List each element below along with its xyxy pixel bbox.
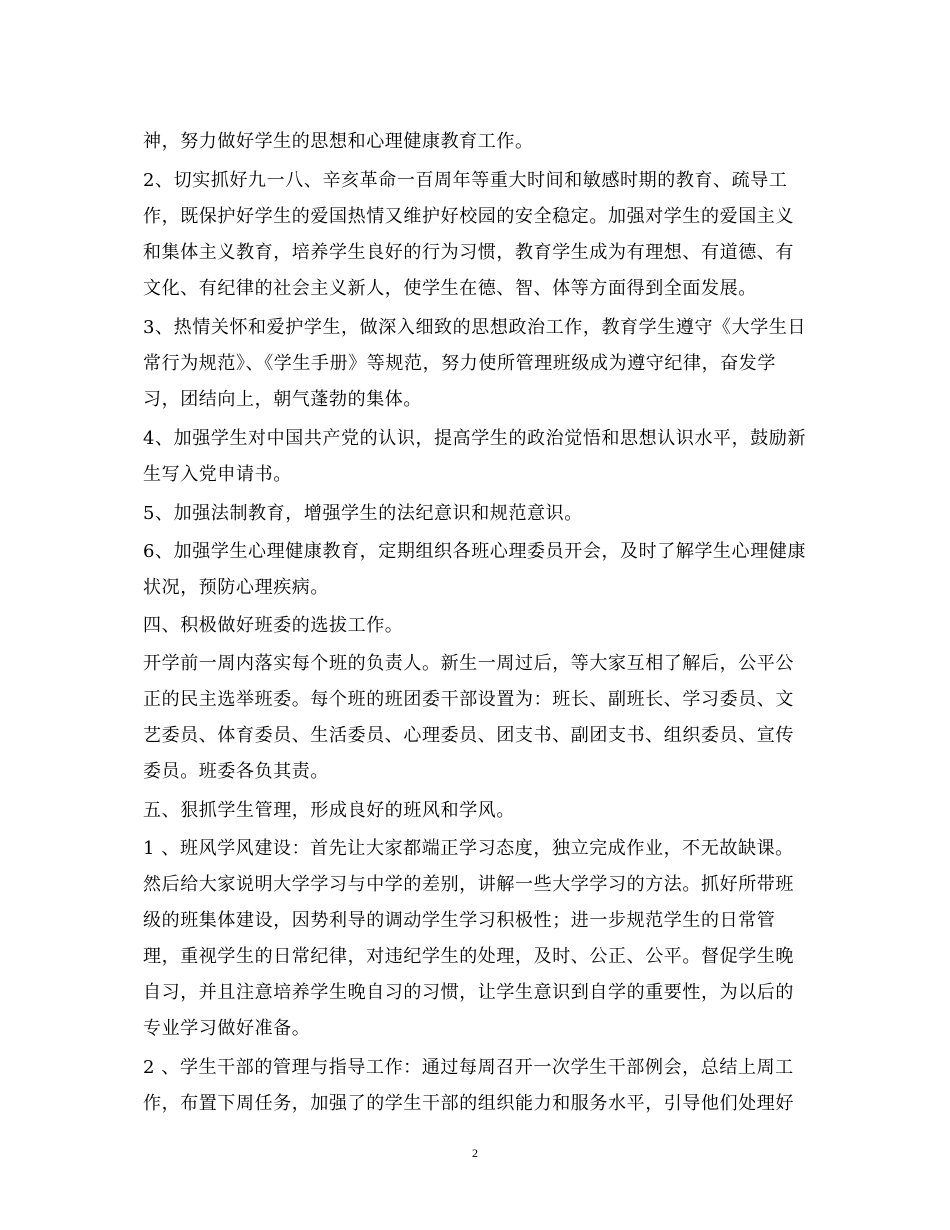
text-line: 理，重视学生的日常纪律，对违纪学生的处理，及时、公正、公平。督促学生晚 bbox=[143, 946, 794, 967]
text-line: 委员。班委各负其责。 bbox=[143, 761, 329, 782]
text-line: 4、加强学生对中国共产党的认识，提高学生的政治觉悟和思想认识水平，鼓励新 bbox=[143, 428, 807, 449]
text-line: 习，团结向上，朝气蓬勃的集体。 bbox=[143, 389, 422, 410]
text-line: 自习，并且注意培养学生晚自习的习惯，让学生意识到自学的重要性，为以后的 bbox=[143, 982, 794, 1003]
text-line: 6、加强学生心理健康教育，定期组织各班心理委员开会，及时了解学生心理健康 bbox=[143, 541, 807, 562]
text-line: 然后给大家说明大学学习与中学的差别，讲解一些大学学习的方法。抓好所带班 bbox=[143, 874, 794, 895]
text-line: 开学前一周内落实每个班的负责人。新生一周过后，等大家互相了解后，公平公 bbox=[143, 653, 794, 674]
text-line: 艺委员、体育委员、生活委员、心理委员、团支书、副团支书、组织委员、宣传 bbox=[143, 725, 794, 746]
text-line: 2、切实抓好九一八、辛亥革命一百周年等重大时间和敏感时期的教育、疏导工 bbox=[143, 170, 788, 191]
text-line: 状况，预防心理疾病。 bbox=[143, 577, 329, 598]
text-line: 生写入党申请书。 bbox=[143, 464, 292, 485]
section-heading: 四、积极做好班委的选拔工作。 bbox=[143, 615, 404, 636]
text-line: 正的民主选举班委。每个班的班团委干部设置为：班长、副班长、学习委员、文 bbox=[143, 689, 794, 710]
text-line: 专业学习做好准备。 bbox=[143, 1018, 311, 1039]
text-line: 常行为规范》、《学生手册》等规范，努力使所管理班级成为遵守纪律，奋发学 bbox=[143, 353, 776, 374]
section-heading: 五、狠抓学生管理，形成良好的班风和学风。 bbox=[143, 800, 515, 821]
text-line: 神，努力做好学生的思想和心理健康教育工作。 bbox=[143, 131, 534, 152]
text-line: 作，既保护好学生的爱国热情又维护好校园的安全稳定。加强对学生的爱国主义 bbox=[143, 206, 794, 227]
text-line: 和集体主义教育，培养学生良好的行为习惯，教育学生成为有理想、有道德、有 bbox=[143, 242, 794, 263]
text-line: 文化、有纪律的社会主义新人，使学生在德、智、体等方面得到全面发展。 bbox=[143, 278, 757, 299]
text-line: 3、热情关怀和爱护学生，做深入细致的思想政治工作，教育学生遵守《大学生日 bbox=[143, 317, 807, 338]
page-number: 2 bbox=[472, 1146, 478, 1160]
text-line: 2 、学生干部的管理与指导工作：通过每周召开一次学生干部例会，总结上周工 bbox=[143, 1057, 794, 1078]
text-line: 作，布置下周任务，加强了的学生干部的组织能力和服务水平，引导他们处理好 bbox=[143, 1093, 794, 1114]
text-line: 级的班集体建设，因势利导的调动学生学习积极性；进一步规范学生的日常管 bbox=[143, 910, 776, 931]
text-line: 5、加强法制教育，增强学生的法纪意识和规范意识。 bbox=[143, 503, 583, 524]
text-line: 1 、班风学风建设：首先让大家都端正学习态度，独立完成作业，不无故缺课。 bbox=[143, 838, 794, 859]
